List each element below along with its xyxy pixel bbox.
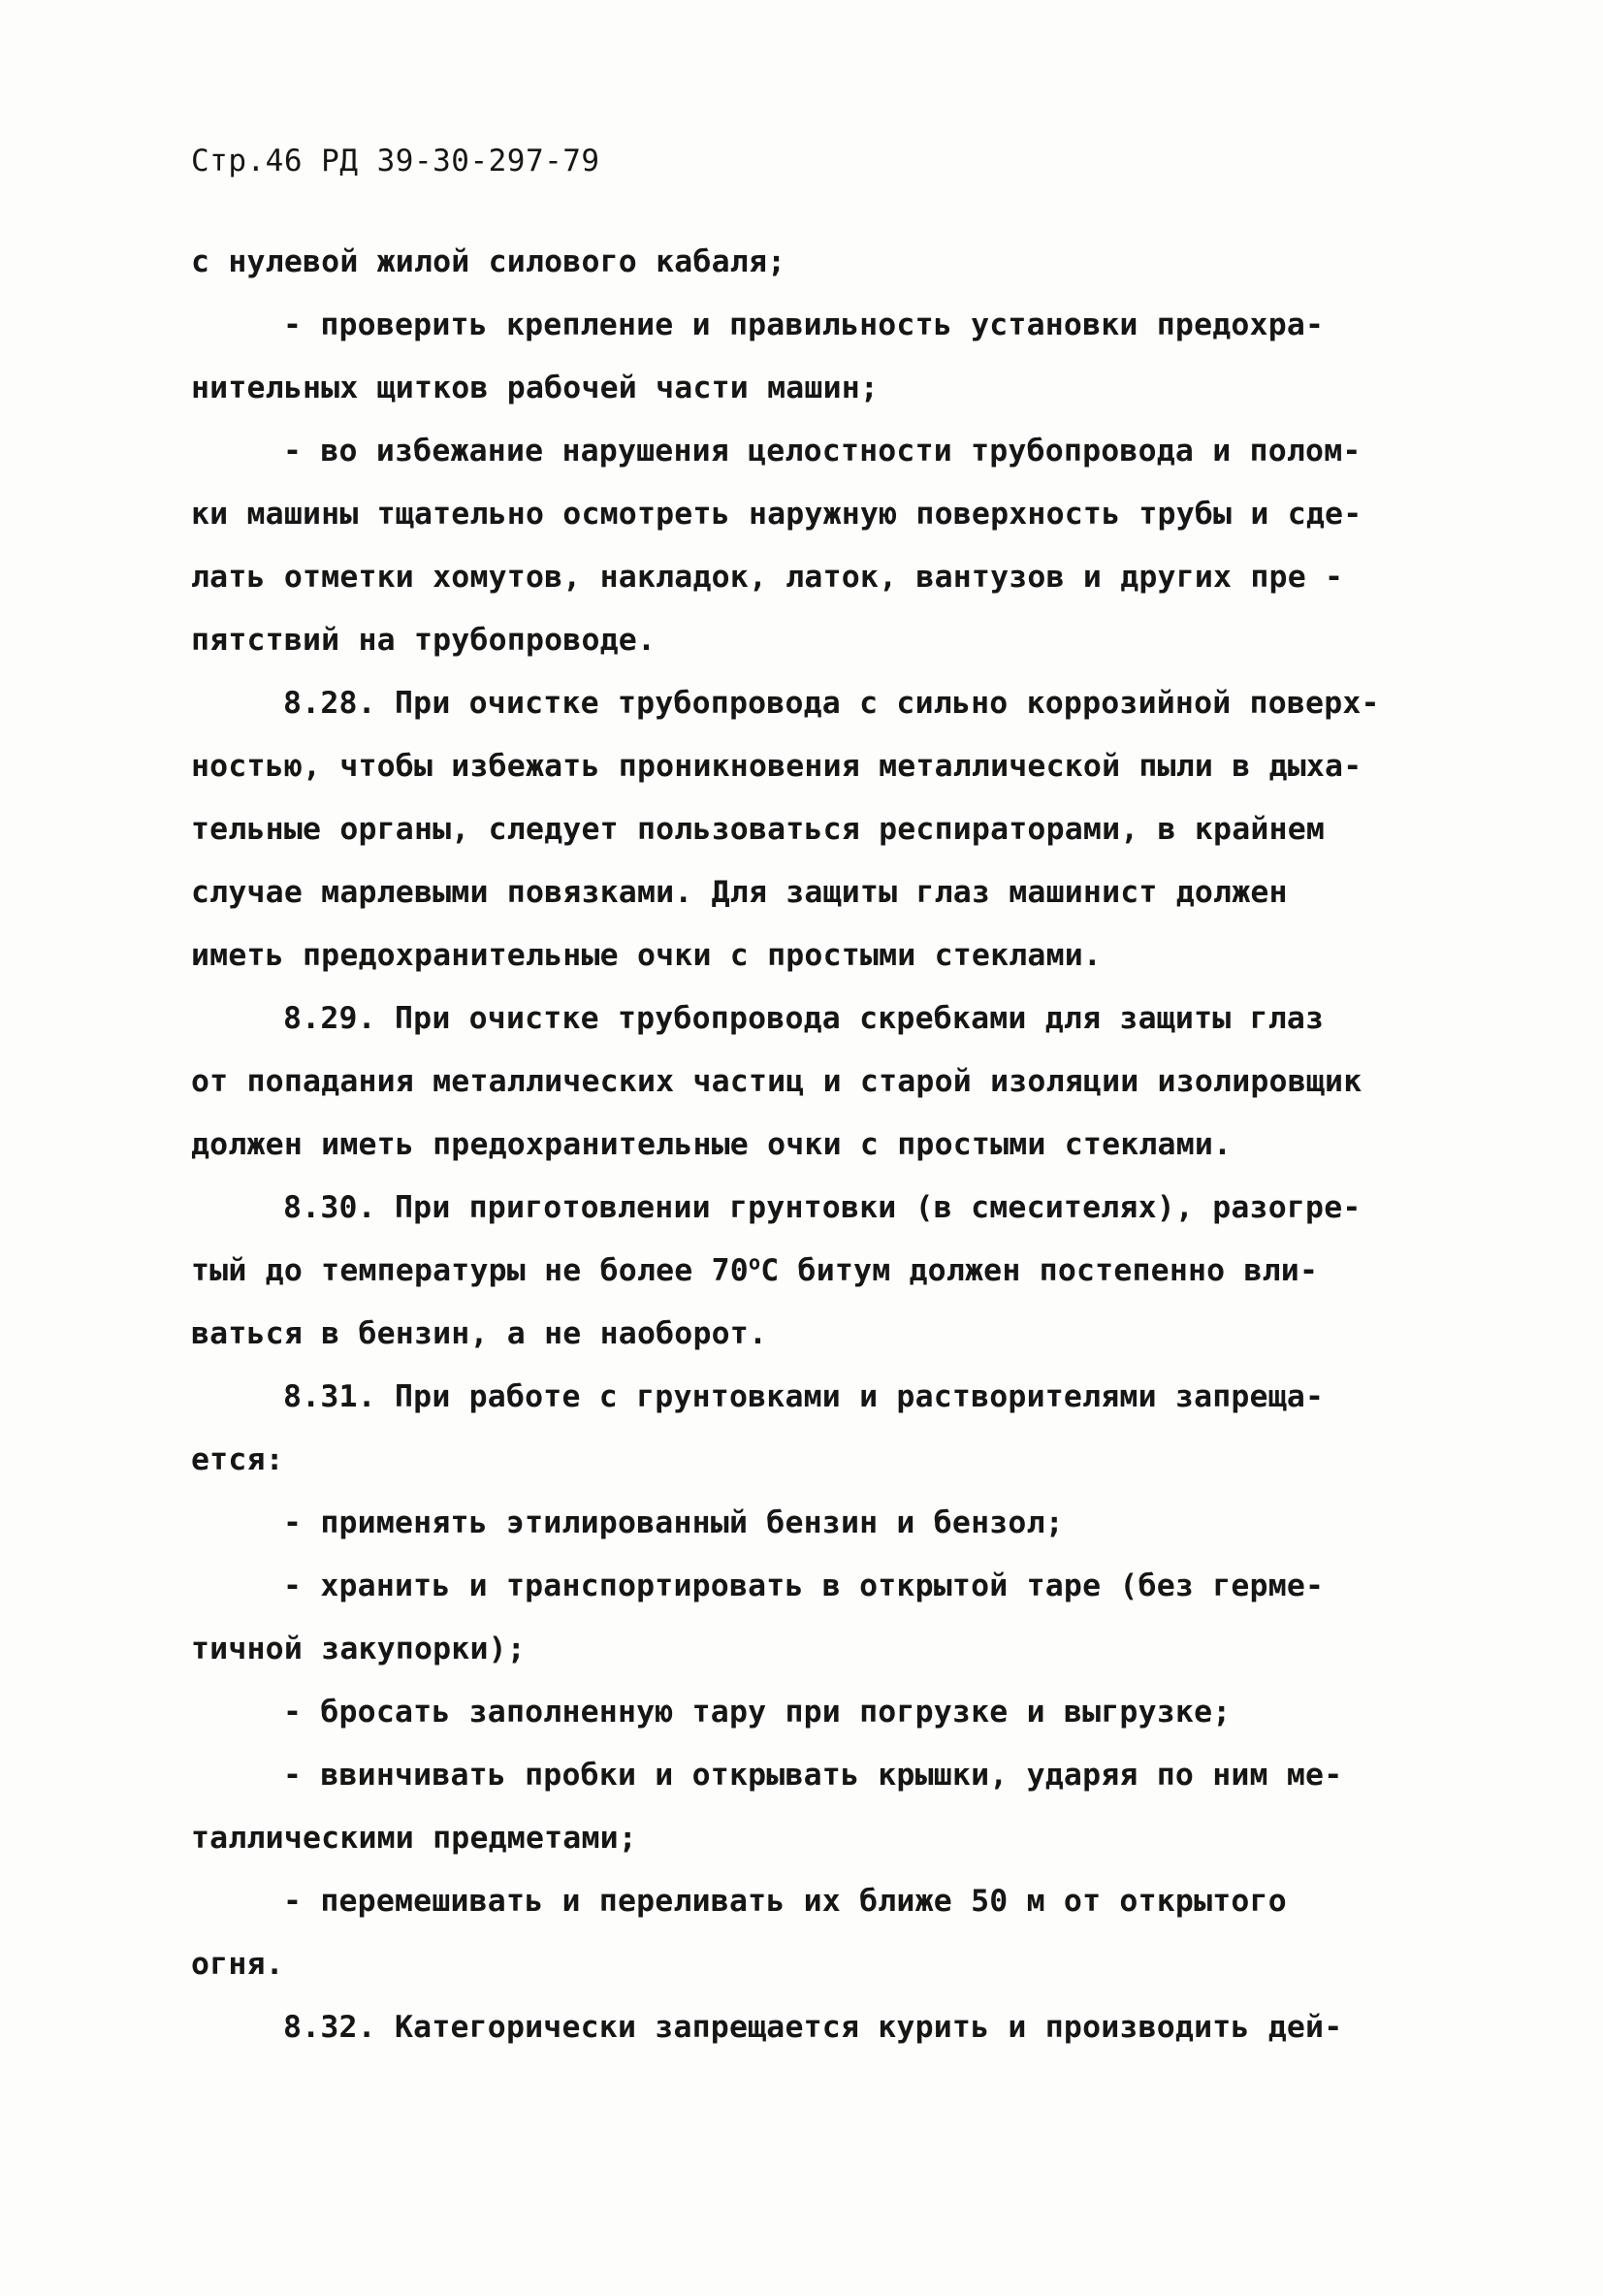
text-line: ки машины тщательно осмотреть наружную поверхность трубы и сде- xyxy=(191,497,1363,532)
text-line: 8.28. При очистке трубопровода с сильно коррозийной поверх- xyxy=(283,686,1380,721)
text-line: ностью, чтобы избежать проникновения металлической пыли в дыха- xyxy=(191,749,1363,784)
text-segment: тый до температуры не более 70 xyxy=(191,1253,749,1288)
text-line: от попадания металлических частиц и старой изоляции изолировщик xyxy=(191,1064,1363,1099)
text-line: - применять этилированный бензин и бензол; xyxy=(283,1505,1064,1540)
text-line: 8.32. Категорически запрещается курить и производить дей- xyxy=(283,2010,1343,2045)
text-line: огня. xyxy=(191,1947,284,1982)
text-line: тичной закупорки); xyxy=(191,1632,526,1666)
text-line: нительных щитков рабочей части машин; xyxy=(191,371,880,405)
text-line: пятствий на трубопроводе. xyxy=(191,623,657,658)
text-line: таллическими предметами; xyxy=(191,1821,637,1856)
text-line: случае марлевыми повязками. Для защиты глаз машинист должен xyxy=(191,875,1288,910)
text-line: ется: xyxy=(191,1442,284,1477)
text-line: с нулевой жилой силового кабаля; xyxy=(191,244,786,279)
text-line: лать отметки хомутов, накладок, латок, вантузов и других пре - xyxy=(191,560,1344,595)
text-line: должен иметь предохранительные очки с простыми стеклами. xyxy=(191,1127,1233,1162)
text-line: - во избежание нарушения целостности трубопровода и полом- xyxy=(283,434,1362,469)
page-header: Стр.46 РД 39-30-297-79 xyxy=(191,144,600,178)
text-line: - бросать заполненную тару при погрузке и выгрузке; xyxy=(283,1695,1232,1730)
text-line: - хранить и транспортировать в открытой таре (без герме- xyxy=(283,1568,1325,1603)
text-line: ваться в бензин, а не наоборот. xyxy=(191,1316,768,1351)
text-line: 8.30. При приготовлении грунтовки (в смесителях), разогре- xyxy=(283,1190,1362,1225)
text-line: 8.29. При очистке трубопровода скребками для защиты глаз xyxy=(283,1001,1325,1036)
text-line: иметь предохранительные очки с простыми стеклами. xyxy=(191,938,1103,973)
text-segment: С битум должен постепенно вли- xyxy=(760,1253,1319,1288)
degree-mark: о xyxy=(748,1250,761,1275)
text-line: 8.31. При работе с грунтовками и растворителями запреща- xyxy=(283,1379,1325,1414)
text-line: - перемешивать и переливать их ближе 50 м от открытого xyxy=(283,1884,1287,1919)
text-line: - ввинчивать пробки и открывать крышки, ударяя по ним ме- xyxy=(283,1758,1343,1793)
text-line: - проверить крепление и правильность установки предохра- xyxy=(283,307,1325,342)
text-line: тельные органы, следует пользоваться респираторами, в крайнем xyxy=(191,812,1326,847)
text-line xyxy=(191,1251,1318,1294)
